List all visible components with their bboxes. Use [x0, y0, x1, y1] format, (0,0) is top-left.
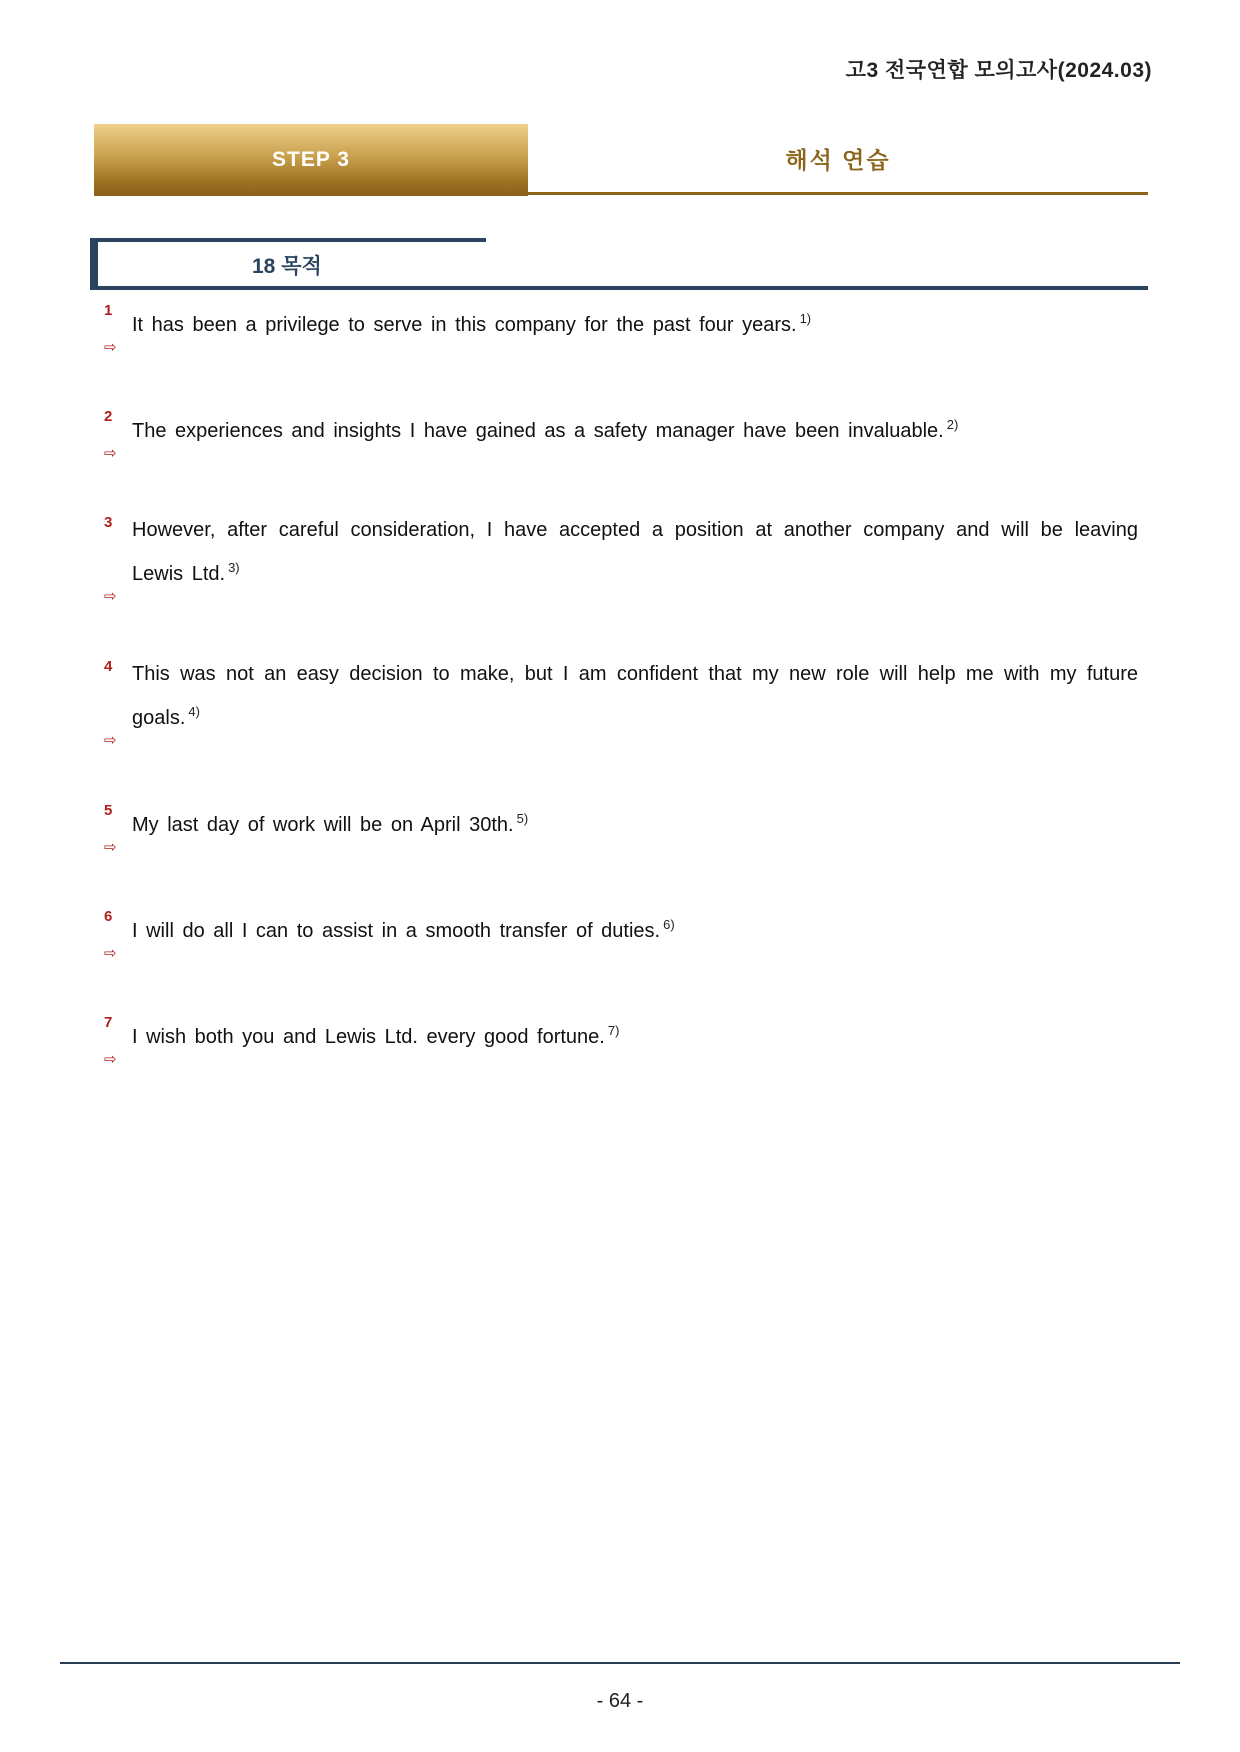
- sentence-text: The experiences and insights I have gained as a safety manager have been invaluable.: [132, 420, 944, 442]
- footnote-marker: 4): [188, 704, 200, 719]
- sentence-number: 1: [104, 302, 113, 319]
- translation-arrow-icon: ⇨: [104, 732, 117, 749]
- topic-bottom-border: [90, 286, 1148, 290]
- sentence-item: [104, 800, 1138, 856]
- topic-header: [90, 238, 1148, 290]
- footnote-marker: 7): [607, 1023, 620, 1038]
- sentence-text-block: [132, 512, 1138, 593]
- section-divider: [528, 192, 1148, 195]
- sentence-item: [104, 1012, 1138, 1068]
- translation-arrow-icon: ⇨: [104, 945, 117, 962]
- sentence-text: I will do all I can to assist in a smooth transfer of duties.: [132, 920, 661, 942]
- topic-top-border: [90, 238, 486, 242]
- sentence-text: However, after careful consideration, I have accepted a position at another company and will be leaving Lewis Ltd.: [132, 519, 1138, 585]
- sentence-item: [104, 406, 1138, 462]
- sentence-item: [104, 906, 1138, 962]
- translation-arrow-icon: ⇨: [104, 588, 117, 605]
- step-label: STEP 3: [272, 148, 350, 171]
- translation-arrow-icon: ⇨: [104, 339, 117, 356]
- translation-arrow-icon: ⇨: [104, 1051, 117, 1068]
- step-banner: [94, 124, 528, 196]
- sentence-text-block: [132, 300, 1138, 344]
- sentence-text-block: [132, 406, 1138, 450]
- section-title: 해석 연습: [785, 146, 891, 173]
- sentence-number: 6: [104, 908, 113, 925]
- sentence-text-block: [132, 800, 1138, 844]
- sentence-item: [104, 300, 1138, 356]
- footnote-marker: 3): [228, 560, 240, 575]
- sentence-text-block: [132, 906, 1138, 950]
- footnote-marker: 1): [799, 311, 812, 326]
- exam-title: 고3 전국연합 모의고사(2024.03): [845, 59, 1152, 82]
- sentence-number: 7: [104, 1014, 113, 1031]
- footnote-marker: 2): [946, 417, 959, 432]
- page-number: - 64 -: [596, 1690, 644, 1712]
- sentence-text-block: [132, 656, 1138, 737]
- translation-arrow-icon: ⇨: [104, 445, 117, 462]
- sentence-item: [104, 656, 1138, 749]
- sentence-text: This was not an easy decision to make, but I am confident that my new role will help me with my future goals.: [132, 663, 1138, 729]
- sentence-number: 5: [104, 802, 113, 819]
- sentence-text-block: [132, 1012, 1138, 1056]
- sentence-number: 3: [104, 514, 113, 531]
- footnote-marker: 6): [663, 917, 675, 932]
- footnote-marker: 5): [516, 811, 529, 826]
- sentence-text: My last day of work will be on April 30th.: [132, 814, 514, 836]
- sentence-text: I wish both you and Lewis Ltd. every good fortune.: [132, 1026, 605, 1048]
- topic-left-border: [90, 238, 98, 290]
- footer-divider: [60, 1662, 1180, 1664]
- topic-label: 18 목적: [252, 255, 322, 278]
- sentence-number: 4: [104, 658, 113, 675]
- translation-arrow-icon: ⇨: [104, 839, 117, 856]
- sentence-number: 2: [104, 408, 113, 425]
- sentence-text: It has been a privilege to serve in this company for the past four years.: [132, 314, 797, 336]
- sentence-item: [104, 512, 1138, 605]
